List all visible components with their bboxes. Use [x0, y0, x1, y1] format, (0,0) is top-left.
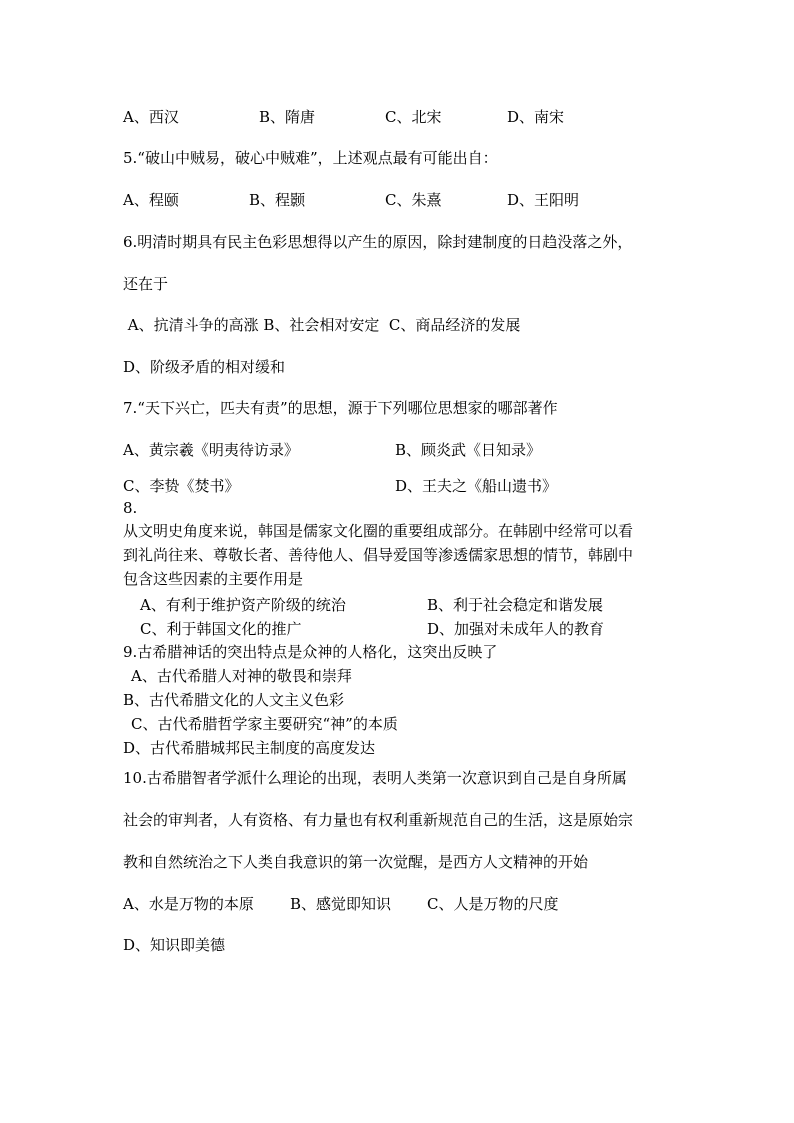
q5-stem: 5.“破山中贼易，破心中贼难”，上述观点最有可能出自：: [123, 149, 498, 167]
q4-option-b: B、隋唐: [259, 108, 316, 126]
q5-option-d: D、王阳明: [507, 191, 580, 209]
q9-option-d: D、古代希腊城邦民主制度的高度发达: [123, 739, 376, 757]
q7-stem: 7.“天下兴亡，匹夫有责”的思想，源于下列哪位思想家的哪部著作: [123, 399, 558, 417]
q10-option-c: C、人是万物的尺度: [427, 895, 559, 913]
q8-option-c: C、利于韩国文化的推广: [140, 620, 302, 638]
q6-options-line-2: D、阶级矛盾的相对缓和: [123, 358, 286, 376]
q7-option-d: D、王夫之《船山遗书》: [395, 477, 558, 495]
q10-option-d: D、知识即美德: [123, 936, 226, 954]
q8-stem-line-2: 到礼尚往来、尊敬长者、善待他人、倡导爱国等渗透儒家思想的情节，韩剧中: [123, 546, 634, 564]
q8-stem-line-3: 包含这些因素的主要作用是: [123, 570, 304, 588]
q6-stem-line-2: 还在于: [123, 275, 169, 293]
q9-option-c: C、古代希腊哲学家主要研究“神”的本质: [131, 715, 398, 733]
q10-stem-line-1: 10.古希腊智者学派什么理论的出现，表明人类第一次意识到自己是自身所属: [123, 769, 627, 787]
q6-options-line-1: A、抗清斗争的高涨 B、社会相对安定 C、商品经济的发展: [123, 316, 521, 334]
q8-option-d: D、加强对未成年人的教育: [427, 620, 605, 638]
q9-option-a: A、古代希腊人对神的敬畏和崇拜: [131, 667, 352, 685]
q10-option-b: B、感觉即知识: [290, 895, 392, 913]
q5-option-c: C、朱熹: [385, 191, 442, 209]
q10-stem-line-3: 教和自然统治之下人类自我意识的第一次觉醒，是西方人文精神的开始: [123, 853, 589, 871]
q8-option-a: A、有利于维护资产阶级的统治: [140, 596, 346, 614]
q5-option-b: B、程颢: [249, 191, 306, 209]
q5-option-a: A、程颐: [123, 191, 179, 209]
q7-option-a: A、黄宗羲《明夷待访录》: [123, 441, 299, 459]
q8-stem-line-1: 从文明史角度来说，韩国是儒家文化圈的重要组成部分。在韩剧中经常可以看: [123, 522, 634, 540]
q7-option-b: B、顾炎武《日知录》: [395, 441, 542, 459]
q4-option-d: D、南宋: [507, 108, 565, 126]
q6-stem-line-1: 6.明清时期具有民主色彩思想得以产生的原因，除封建制度的日趋没落之外，: [123, 233, 633, 251]
q4-option-a: A、西汉: [123, 108, 179, 126]
q9-option-b: B、古代希腊文化的人文主义色彩: [123, 691, 345, 709]
q7-option-c: C、李贽《焚书》: [123, 477, 240, 495]
q10-option-a: A、水是万物的本原: [123, 895, 254, 913]
q4-option-c: C、北宋: [385, 108, 442, 126]
q8-number: 8.: [123, 499, 138, 517]
q10-stem-line-2: 社会的审判者，人有资格、有力量也有权利重新规范自己的生活，这是原始宗: [123, 811, 634, 829]
q8-option-b: B、利于社会稳定和谐发展: [427, 596, 604, 614]
q9-stem: 9.古希腊神话的突出特点是众神的人格化，这突出反映了: [123, 643, 498, 661]
